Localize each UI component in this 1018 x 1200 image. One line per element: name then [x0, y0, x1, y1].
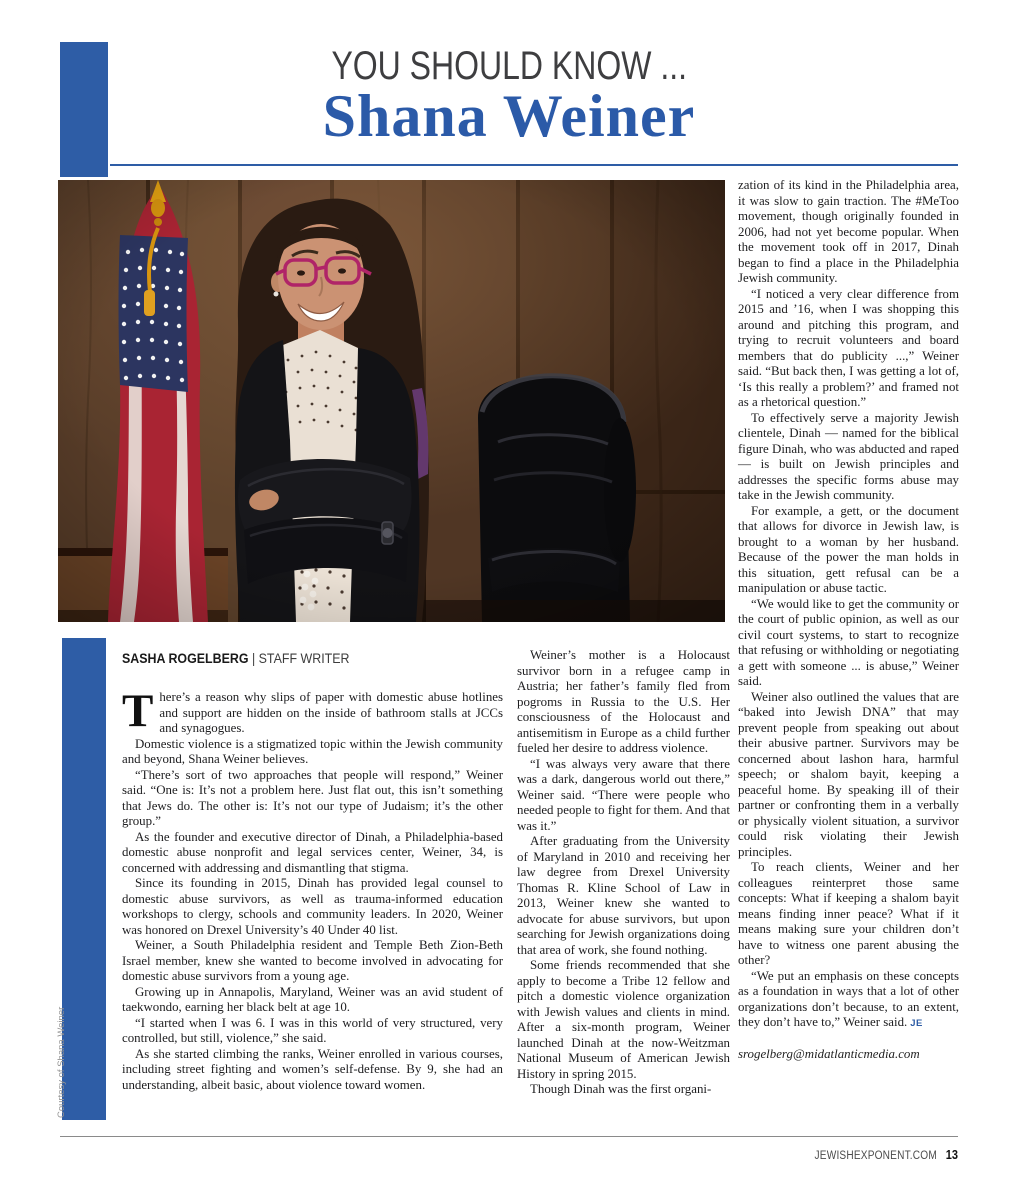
article-paragraph: Since its founding in 2015, Dinah has provided legal counsel to domestic abuse survivors, as well as trauma-informed education workshops to clergy, schools and community leaders. In 2020, Weiner was honored on Drexel University’s 40 Under 40 list. [122, 876, 503, 937]
article-paragraph: “There’s sort of two approaches that people will respond,” Weiner said. “One is: It’s not a problem here. Just flat out, this isn’t something that Jews do. The other is: It’s not our type of Judaism; it’s the other group.” [122, 767, 503, 828]
author-email[interactable]: srogelberg@midatlanticmedia.com [738, 1046, 920, 1061]
article-paragraph: Some friends recommended that she apply to become a Tribe 12 fellow and pitch a domestic violence organization with Jewish values and clients in mind. After a six-month program, Weiner launched Dinah at the now-Weitzman National Museum of American Jewish History in spring 2015. [517, 958, 730, 1081]
title-wrap [0, 84, 1018, 148]
article-paragraph: “I noticed a very clear difference from 2015 and ’16, when I was shopping this around and pitching this program, and trying to recruit volunteers and board members that do publicity ...,” Weiner said. “But back then, I was getting a lot of, ‘Is this really a problem?’ and framed not as a rhetorical question.” [738, 286, 959, 409]
article-paragraph: Weiner also outlined the values that are “baked into Jewish DNA” that may prevent people from speaking out about their abusive partner. Survivors may be concerned about lashon hara, harmful speech; or shalom bayit, keeping a peaceful home. By speaking ill of their partner or confronting them in a verbally or physically violent situation, a survivor could risk violating their Jewish principles. [738, 689, 959, 859]
footer-rule [60, 1136, 958, 1137]
article-paragraph: As she started climbing the ranks, Weiner enrolled in various courses, including street fighting and women’s self-defense. By 9, she had an understanding, albeit basic, about violence toward women. [122, 1046, 503, 1092]
article-paragraph: Domestic violence is a stigmatized topic within the Jewish community and beyond, Shana Weiner believes. [122, 736, 503, 766]
article-paragraph-text: “We put an emphasis on these concepts as a foundation in ways that a lot of other organizations don’t because, to an extent, they don’t have to,” Weiner said. [738, 968, 959, 1029]
article-paragraph: Growing up in Annapolis, Maryland, Weiner was an avid student of taekwondo, earning her black belt at age 10. [122, 984, 503, 1014]
article-paragraph: As the founder and executive director of Dinah, a Philadelphia-based domestic abuse nonprofit and legal services center, Weiner, 34, is concerned with addressing and dismantling that stigma. [122, 829, 503, 875]
byline-role: STAFF WRITER [258, 651, 350, 666]
byline-author: SASHA ROGELBERG [122, 651, 249, 666]
byline-separator: | [248, 651, 259, 666]
article-paragraph: To effectively serve a majority Jewish clientele, Dinah — named for the biblical figure Dinah, who was abducted and raped — is built on Jewish principles and addresses the specific forms abuse may take in the Jewish community. [738, 410, 959, 502]
article-paragraph: “We would like to get the community or the court of public opinion, as well as our civil court systems, to start to recognize that refusing or withholding or negotiating a gett with someone ... is abuse,” Weiner said. [738, 596, 959, 688]
article-column-right [738, 178, 959, 1062]
page-title: Shana Weiner [322, 83, 696, 149]
article-column-left [122, 685, 503, 1093]
footer-site-link[interactable]: JEWISHEXPONENT.COM [814, 1150, 937, 1162]
intro-text: here’s a reason why slips of paper with domestic abuse hotlines and support are hidden on the inside of bathroom stalls at JCCs and synagogues. [159, 690, 503, 735]
article-photo [58, 180, 725, 622]
footer-page-number: 13 [945, 1148, 958, 1162]
article-paragraph: After graduating from the University of Maryland in 2010 and receiving her law degree from Drexel University Thomas R. Kline School of Law in 2013, Weiner knew she wanted to advocate for abuse survivors, but upon searching for Jewish organizations doing that area of work, she found nothing. [517, 834, 730, 957]
intro-paragraph [122, 685, 503, 737]
article-paragraph: Though Dinah was the first organi- [530, 1082, 712, 1096]
article-paragraph: Weiner’s mother is a Holocaust survivor born in a refugee camp in Austria; her father’s family fled from pogroms in Russia to the U.S. Her consciousness of the Holocaust and antisemitism in Europe as a child further fueled her desire to address violence. [517, 648, 730, 755]
article-paragraph: For example, a gett, or the document that allows for divorce in Jewish law, is brought to a woman by her husband. Because of the power the man holds in this situation, gett refusal can be a manipulation or abuse tactic. [738, 503, 959, 595]
article-paragraph: “I was always very aware that there was a dark, dangerous world out there,” Weiner said. “There were people who needed people to fight for them. And that was it.” [517, 756, 730, 833]
end-mark: JE [910, 1018, 923, 1029]
section-kicker: YOU SHOULD KNOW ... [331, 44, 687, 88]
byline [122, 651, 349, 666]
article-paragraph: To reach clients, Weiner and her colleagues reinterpret those same concepts: What if keeping a shalom bayit means finding inner peace? What if it means making sure your children don’t have to witness one parent abusing the other? [738, 860, 959, 967]
article-paragraph [738, 969, 959, 1032]
article-paragraph: zation of its kind in the Philadelphia area, it was slow to gain traction. The #MeToo movement, though originally founded in 2006, had not yet become popular. When the movement took off in 2017, Dinah began to find a place in the Philadelphia Jewish community. [738, 178, 959, 285]
byline-row [122, 650, 507, 668]
photo-credit: Courtesy of Shana Weiner [56, 1006, 67, 1118]
title-rule [110, 164, 958, 166]
article-paragraph: Weiner, a South Philadelphia resident and Temple Beth Zion-Beth Israel member, knew she wanted to become involved in advocating for domestic abuse survivors from a young age. [122, 938, 503, 983]
article-paragraph: “I started when I was 6. I was in this world of very structured, very controlled, but still, violence,” she said. [122, 1015, 503, 1045]
drop-cap: T [122, 685, 154, 737]
footer [795, 1146, 958, 1164]
article-column-middle [517, 648, 730, 1098]
accent-bar-left [62, 638, 106, 1120]
